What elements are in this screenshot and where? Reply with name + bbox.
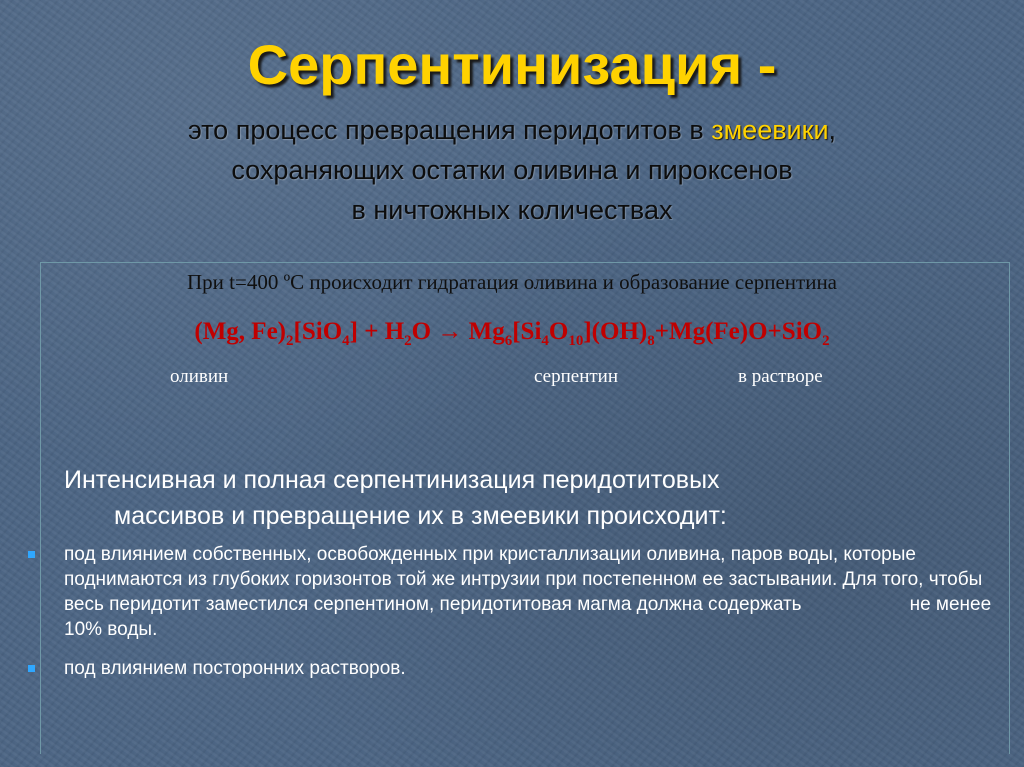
formula-part: O → Mg [411, 318, 505, 345]
formula-part: + [364, 318, 385, 345]
formula-sub: 8 [647, 333, 655, 349]
formula-sub: 2 [404, 333, 412, 349]
formula-sub: 10 [568, 333, 584, 349]
bullet-text: под влиянием собственных, освобожденных при кристаллизации оливина, паров воды, которые поднимаются из глубоких горизонтов той же интрузии при постепенном ее застывании. Для того, чтобы весь перидотит заместился серпентином, перидотитовая магма должна содержать [64, 544, 983, 615]
legend-serpentine: серпентин [534, 366, 619, 387]
subtitle-line-2: сохраняющих остатки оливина и пироксенов [231, 155, 793, 185]
formula-part: ](OH) [583, 318, 648, 345]
formula-sub: 4 [342, 333, 350, 349]
bullet-item [28, 656, 998, 681]
formula-sub: 6 [504, 333, 513, 349]
bullet-text: под влиянием посторонних растворов. [64, 658, 406, 679]
formula-sub: 4 [541, 333, 549, 349]
intro-line-2: массивов и превращение их в змеевики происходит: [114, 502, 727, 530]
subtitle-suffix: , [828, 115, 837, 145]
square-bullet-icon [28, 551, 35, 558]
subtitle-highlight: змеевики [711, 115, 829, 145]
title-word: Серпентинизация [247, 33, 743, 96]
bullet-item [28, 542, 998, 642]
slide-title [0, 32, 1024, 98]
subtitle-prefix: это процесс превращения перидотитов в [187, 115, 712, 145]
formula-part: ] [349, 318, 365, 345]
intro-paragraph [64, 462, 984, 534]
title-dash: - [757, 33, 777, 96]
intro-line-1: Интенсивная и полная серпентинизация перидотитовых [64, 466, 720, 494]
formula-part: (Mg, Fe) [194, 318, 287, 345]
formula-part: H [384, 318, 405, 345]
reaction-formula [0, 318, 1024, 350]
legend-solution: в растворе [738, 366, 823, 387]
slide-title-block [0, 32, 1024, 230]
formula-part: +Mg(Fe)O+SiO [654, 318, 823, 345]
process-condition: При t=400 ºС происходит гидратация оливина и образование серпентина [186, 270, 837, 294]
bullet-list [28, 542, 998, 681]
square-bullet-icon [28, 665, 35, 672]
formula-sub: 2 [286, 333, 294, 349]
legend-olivine: оливин [170, 366, 229, 387]
bullet-text: не менее 10% воды. [64, 594, 992, 640]
subtitle-line-3: в ничтожных количествах [351, 195, 673, 225]
formula-part: [SiO [293, 318, 343, 345]
formula-sub: 2 [822, 333, 830, 349]
slide-subtitle [0, 110, 1024, 230]
formula-part: [Si [512, 318, 542, 345]
formula-part: O [548, 318, 569, 345]
subtitle-line-1 [0, 110, 1024, 150]
